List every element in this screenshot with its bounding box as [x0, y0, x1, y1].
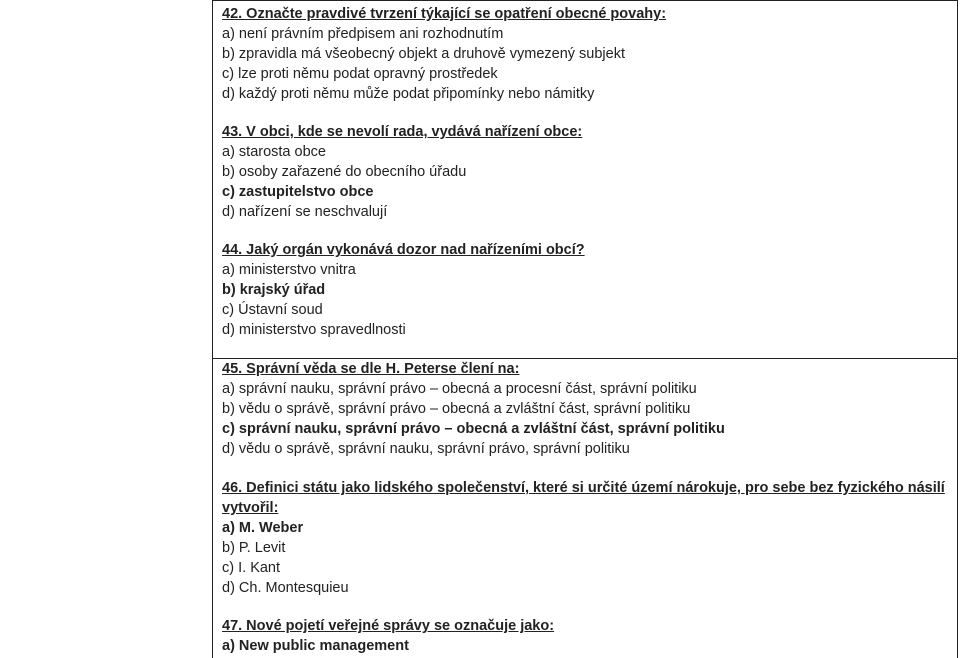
question-44 [222, 240, 950, 340]
answer-option: c) I. Kant [222, 560, 281, 576]
question-title: 42. Označte pravdivé tvrzení týkající se opatření obecné povahy: [222, 6, 667, 22]
answer-option: a) ministerstvo vnitra [222, 262, 356, 278]
answer-option: d) každý proti němu může podat připomínky nebo námitky [222, 86, 595, 102]
answer-option-correct: b) krajský úřad [222, 282, 326, 298]
answer-option: c) lze proti němu podat opravný prostředek [222, 66, 498, 82]
question-title: 45. Správní věda se dle H. Peterse člení na: [222, 361, 520, 377]
question-42 [222, 4, 950, 104]
question-45 [222, 359, 950, 459]
question-title: 46. Definici státu jako lidského společenství, které si určité území nárokuje, pro sebe bez fyzického násilí vytvořil: [222, 480, 945, 516]
answer-option: d) vědu o správě, správní nauku, správní právo, správní politiku [222, 441, 630, 457]
answer-option: b) P. Levit [222, 540, 286, 556]
answer-option-correct: a) M. Weber [222, 520, 304, 536]
answer-option: a) správní nauku, správní právo – obecná a procesní část, správní politiku [222, 381, 697, 397]
question-title: 44. Jaký orgán vykonává dozor nad nařízeními obcí? [222, 242, 585, 258]
answer-option: d) nařízení se neschvalují [222, 204, 388, 220]
answer-option: a) není právním předpisem ani rozhodnutím [222, 26, 504, 42]
question-title: 43. V obci, kde se nevolí rada, vydává nařízení obce: [222, 124, 583, 140]
question-title: 47. Nové pojetí veřejné správy se označuje jako: [222, 618, 555, 634]
question-46 [222, 478, 950, 598]
answer-option-correct: a) New public management [222, 638, 409, 654]
answer-option: b) osoby zařazené do obecního úřadu [222, 164, 467, 180]
answer-option: a) starosta obce [222, 144, 326, 160]
answer-option-correct: c) zastupitelstvo obce [222, 184, 374, 200]
answer-option: c) Ústavní soud [222, 302, 323, 318]
answer-option: b) vědu o správě, správní právo – obecná a zvláštní část, správní politiku [222, 401, 691, 417]
question-47 [222, 616, 950, 656]
answer-option: d) Ch. Montesquieu [222, 580, 349, 596]
answer-option: b) zpravidla má všeobecný objekt a druhově vymezený subjekt [222, 46, 625, 62]
question-43 [222, 122, 950, 222]
answer-option-correct: c) správní nauku, správní právo – obecná a zvláštní část, správní politiku [222, 421, 725, 437]
answer-option: d) ministerstvo spravedlnosti [222, 322, 406, 338]
